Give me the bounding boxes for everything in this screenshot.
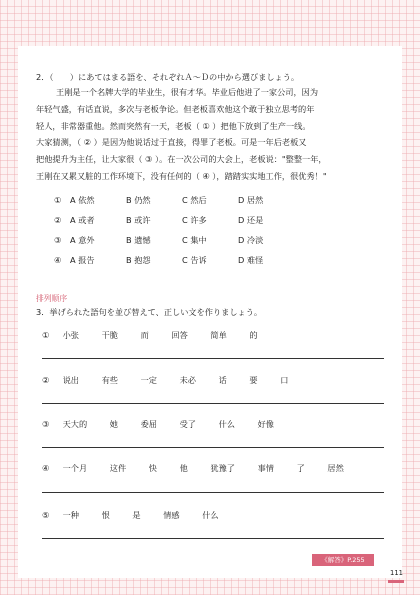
option-c: C 告诉 — [182, 255, 207, 265]
answer-line[interactable] — [42, 447, 384, 448]
section-label: 排列顺序 — [36, 294, 68, 303]
word-token: 有些 — [101, 375, 118, 385]
word-token: 一种 — [62, 510, 79, 520]
question-2-paragraph — [36, 84, 386, 185]
option-c: C 许多 — [182, 215, 207, 225]
page-number-bar — [388, 580, 404, 583]
answer-line[interactable] — [42, 538, 384, 539]
option-b: B 仍然 — [126, 195, 151, 205]
reorder-item-1 — [42, 330, 278, 341]
word-token: 了 — [296, 463, 305, 473]
option-row-3 — [54, 235, 294, 246]
paragraph-line: 年轻气盛，有话直说，多次与老板争论。但老板喜欢他这个敢于独立思考的年 — [36, 103, 315, 114]
word-token: 她 — [109, 419, 118, 429]
word-token: 委屈 — [140, 419, 157, 429]
option-row-4 — [54, 255, 294, 266]
word-token: 这件 — [109, 463, 127, 473]
reorder-item-2 — [42, 375, 308, 386]
option-row-1 — [54, 195, 294, 206]
option-a: A 或者 — [70, 215, 95, 225]
word-token: 居然 — [327, 463, 344, 473]
option-b: B 遗憾 — [126, 235, 151, 245]
paragraph-line: 王刚在又累又脏的工作环境下，没有任何的（ ④ ），踏踏实实地工作，很优秀！" — [36, 170, 327, 181]
option-number: ④ — [54, 255, 62, 265]
word-token: 好像 — [257, 419, 274, 429]
option-a: A 报告 — [70, 255, 95, 265]
item-number: ② — [42, 375, 50, 385]
option-number: ① — [54, 195, 62, 205]
paragraph-line: 把他提升为主任，让大家很（ ③ ）。在一次公司的大会上，老板说："整整一年， — [36, 154, 327, 165]
word-token: 而 — [140, 330, 149, 340]
word-token: 天大的 — [62, 419, 88, 429]
answer-line[interactable] — [42, 492, 384, 493]
word-token: 口 — [280, 375, 289, 385]
word-token: 小张 — [62, 330, 79, 340]
option-number: ② — [54, 215, 62, 225]
option-b: B 抱怨 — [126, 255, 151, 265]
word-token: 事情 — [257, 463, 274, 473]
option-a: A 意外 — [70, 235, 95, 245]
item-number: ① — [42, 330, 50, 340]
word-token: 未必 — [179, 375, 196, 385]
option-d: D 还是 — [238, 215, 264, 225]
option-c: C 集中 — [182, 235, 207, 245]
reorder-item-3 — [42, 419, 294, 430]
reorder-item-5 — [42, 510, 239, 521]
word-token: 什么 — [218, 419, 235, 429]
option-b: B 或许 — [126, 215, 151, 225]
option-d: D 难怪 — [238, 255, 264, 265]
word-token: 话 — [218, 375, 227, 385]
question-3-title: 3．挙げられた語句を並び替えて、正しい文を作りましょう。 — [36, 307, 263, 317]
word-token: 说出 — [62, 375, 79, 385]
word-token: 情感 — [163, 510, 180, 520]
option-d: D 居然 — [238, 195, 264, 205]
page-number: 111 — [390, 569, 403, 577]
word-token: 的 — [249, 330, 258, 340]
option-c: C 然后 — [182, 195, 207, 205]
word-token: 简单 — [210, 330, 227, 340]
word-token: 受了 — [179, 419, 196, 429]
item-number: ③ — [42, 419, 50, 429]
option-a: A 依然 — [70, 195, 95, 205]
word-token: 一定 — [140, 375, 157, 385]
option-d: D 冷淡 — [238, 235, 264, 245]
answer-line[interactable] — [42, 403, 384, 404]
word-token: 一个月 — [62, 463, 88, 473]
word-token: 他 — [179, 463, 188, 473]
item-number: ⑤ — [42, 510, 50, 520]
word-token: 犹豫了 — [210, 463, 235, 473]
word-token: 快 — [148, 463, 157, 473]
paragraph-line: 王刚是一个名牌大学的毕业生，很有才华。毕业后他进了一家公司，因为 — [56, 87, 319, 97]
word-token: 什么 — [202, 510, 219, 520]
answer-line[interactable] — [42, 358, 384, 359]
paragraph-line: 大家猜测，（ ② ）是因为他说话过于直接，得罪了老板。可是一年后老板又 — [36, 137, 307, 148]
question-2-title: 2．（ ）にあてはまる語を、それぞれＡ～Ｄの中から選びましょう。 — [36, 72, 300, 82]
paragraph-line: 轻人，非常器重他。然而突然有一天，老板（ ① ）把他下放到了生产一线。 — [36, 120, 311, 131]
answer-reference-tag: 《解答》P.255 — [312, 554, 374, 566]
word-token: 是 — [132, 510, 141, 520]
word-token: 回答 — [171, 330, 188, 340]
reorder-item-4 — [42, 463, 364, 474]
option-row-2 — [54, 215, 294, 226]
item-number: ④ — [42, 463, 50, 473]
word-token: 要 — [249, 375, 258, 385]
word-token: 恨 — [101, 510, 110, 520]
word-token: 干脆 — [101, 330, 118, 340]
option-number: ③ — [54, 235, 62, 245]
